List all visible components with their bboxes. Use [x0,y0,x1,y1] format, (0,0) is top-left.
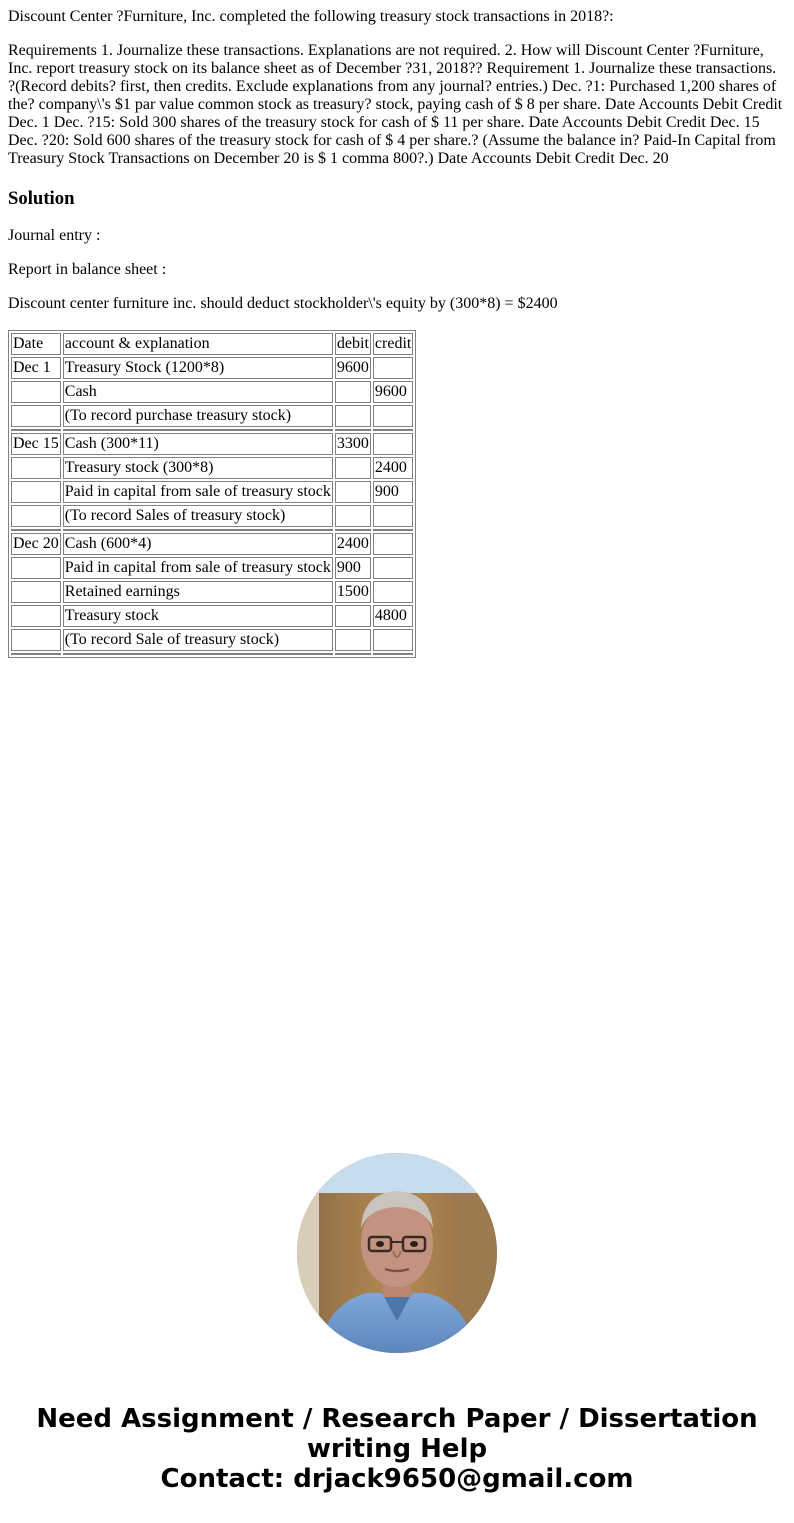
header-credit: credit [373,333,413,355]
cell-account: Paid in capital from sale of treasury stock [63,557,333,579]
cell-account: (To record Sales of treasury stock) [63,505,333,527]
cell-date [11,581,61,603]
cell-credit [373,629,413,651]
table-row [11,533,413,555]
separator-cell [11,529,61,531]
intro-text: Discount Center ?Furniture, Inc. completed the following treasury stock transactions in 2018?: [8,8,614,25]
cell-account: Cash (600*4) [63,533,333,555]
cell-credit [373,505,413,527]
requirements-text: Requirements 1. Journalize these transactions. Explanations are not required. 2. How will Discount Center ?Furniture, Inc. report treasury stock on its balance sheet as of December ?31, 2018?? Requirement 1. Journalize these transactions. ?(Record debits? first, then credits. Exclude explanations from any journal? entries.) Dec. ?1: Purchased 1,200 shares of the? company\'s $1 par value common stock as treasury? stock, paying cash of $ 8 per share. Date Accounts Debit Credit Dec. 1 Dec. ?15: Sold 300 shares of the treasury stock for cash of $ 11 per share. Date Accounts Debit Credit Dec. 15 Dec. ?20: Sold 600 shares of the treasury stock for cash of $ 4 per share.? (Assume the balance in? Paid-In Capital from Treasury Stock Transactions on December 20 is $ 1 comma 800?.) Date Accounts Debit Credit Dec. 20 [8,42,783,167]
cell-debit: 3300 [335,433,371,455]
journal-table [8,330,416,658]
header-account: account & explanation [63,333,333,355]
separator-cell [373,529,413,531]
footer-line-1: Need Assignment / Research Paper / Dissertation [36,1404,758,1434]
separator-cell [11,429,61,431]
table-row [11,433,413,455]
table-row [11,405,413,427]
cell-debit: 9600 [335,357,371,379]
help-footer [0,1404,794,1494]
cell-date [11,381,61,403]
solution-heading: Solution [8,188,75,209]
cell-credit [373,357,413,379]
separator-cell [373,653,413,655]
table-row [11,481,413,503]
separator-cell [11,653,61,655]
equity-deduction-text: Discount center furniture inc. should deduct stockholder\'s equity by (300*8) = $2400 [8,295,558,312]
cell-credit: 2400 [373,457,413,479]
cell-debit [335,405,371,427]
header-date: Date [11,333,61,355]
cell-date [11,481,61,503]
cell-credit: 4800 [373,605,413,627]
cell-account: Paid in capital from sale of treasury stock [63,481,333,503]
table-row [11,557,413,579]
cell-debit [335,605,371,627]
separator-cell [63,529,333,531]
cell-credit [373,405,413,427]
separator-cell [63,653,333,655]
separator-cell [335,653,371,655]
cell-date [11,505,61,527]
cell-credit [373,581,413,603]
cell-account: Treasury stock [63,605,333,627]
cell-credit [373,533,413,555]
cell-date [11,405,61,427]
footer-line-3: Contact: drjack9650@gmail.com [160,1464,634,1494]
cell-credit [373,557,413,579]
cell-date: Dec 1 [11,357,61,379]
cell-debit [335,457,371,479]
separator-cell [63,429,333,431]
table-separator-row [11,653,413,655]
journal-entry-label: Journal entry : [8,227,101,244]
cell-date [11,557,61,579]
table-row [11,357,413,379]
cell-account: (To record purchase treasury stock) [63,405,333,427]
cell-credit: 9600 [373,381,413,403]
header-debit: debit [335,333,371,355]
separator-cell [373,429,413,431]
table-separator-row [11,529,413,531]
cell-date: Dec 20 [11,533,61,555]
table-row [11,629,413,651]
table-row [11,505,413,527]
cell-date: Dec 15 [11,433,61,455]
table-row [11,381,413,403]
author-portrait-image [297,1153,497,1353]
author-avatar [297,1153,497,1353]
cell-credit: 900 [373,481,413,503]
cell-date [11,605,61,627]
table-row [11,605,413,627]
table-header-row [11,333,413,355]
cell-account: Cash [63,381,333,403]
cell-debit: 900 [335,557,371,579]
table-row [11,581,413,603]
footer-line-2: writing Help [306,1434,488,1464]
cell-credit [373,433,413,455]
cell-date [11,629,61,651]
cell-debit: 1500 [335,581,371,603]
balance-sheet-report-label: Report in balance sheet : [8,261,167,278]
separator-cell [335,529,371,531]
table-row [11,457,413,479]
cell-debit: 2400 [335,533,371,555]
document-body [8,0,786,658]
separator-cell [335,429,371,431]
cell-account: Treasury stock (300*8) [63,457,333,479]
table-separator-row [11,429,413,431]
cell-account: Retained earnings [63,581,333,603]
cell-account: Treasury Stock (1200*8) [63,357,333,379]
cell-account: Cash (300*11) [63,433,333,455]
cell-debit [335,481,371,503]
cell-debit [335,505,371,527]
cell-debit [335,629,371,651]
cell-account: (To record Sale of treasury stock) [63,629,333,651]
cell-debit [335,381,371,403]
cell-date [11,457,61,479]
